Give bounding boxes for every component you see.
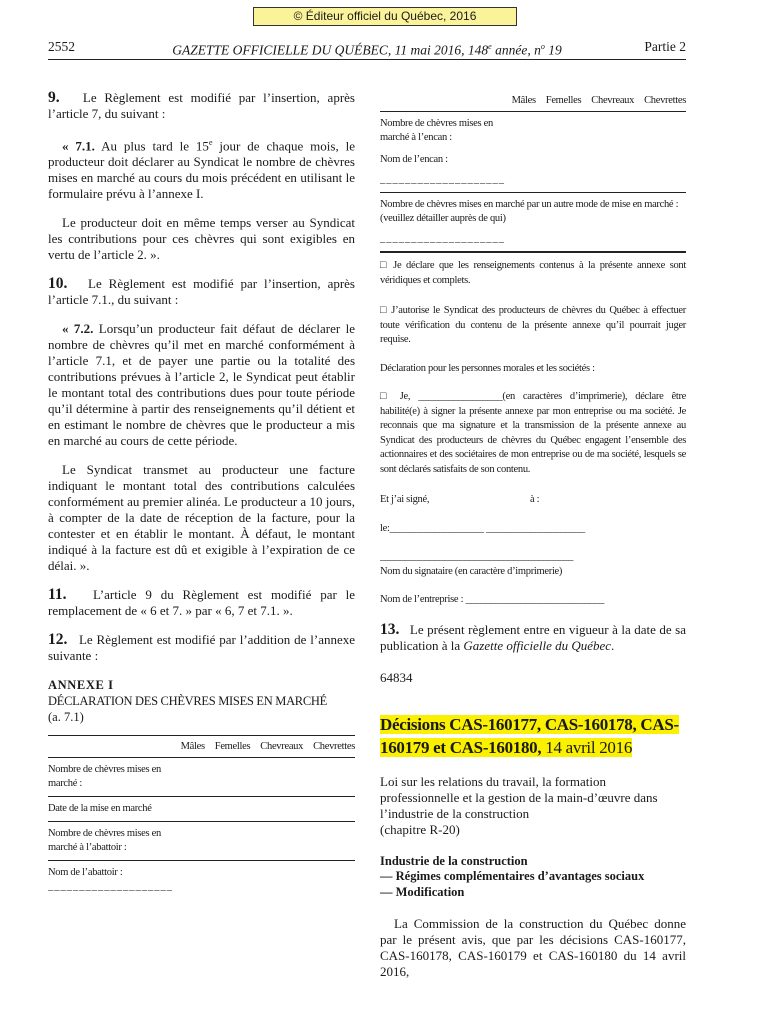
article-7-1-para2: Le producteur doit en même temps verser au Syndicat les contributions pour ces chèvres qui sont exigibles en vertu de l’article 2. ». bbox=[48, 215, 355, 263]
article-10: 10. Le Règlement est modifié par l’insertion, après l’article 7.1., du suivant : bbox=[48, 275, 355, 308]
notice-heading bbox=[380, 714, 686, 760]
article-9: 9. Le Règlement est modifié par l’insertion, après l’article 7, du suivant : bbox=[48, 89, 355, 121]
law-chapter: (chapitre R-20) bbox=[380, 821, 460, 837]
article-13: 13. Le présent règlement entre en vigueur à la date de sa publication à la Gazette officielle du Québec. bbox=[380, 620, 687, 653]
signed-at: Et j’ai signé, à : bbox=[380, 494, 540, 505]
partie-label: Partie 2 bbox=[644, 39, 686, 54]
right-column bbox=[380, 90, 686, 980]
final-paragraph: La Commission de la construction du Québec donne par le présent avis, que par les décisions CAS-160177, CAS-160178, CAS-160179 et CAS-160180 du 14 avril 2016, bbox=[380, 916, 686, 979]
form-row-date: Date de la mise en marché bbox=[48, 797, 355, 822]
col-chevrettes: Chevrettes bbox=[644, 95, 686, 106]
col-males: Mâles bbox=[180, 741, 205, 753]
col-chevreaux: Chevreaux bbox=[260, 741, 304, 753]
form-row-other: Nombre de chèvres mises en marché par un autre mode de mise en marché : (veuillez détailler auprès de qui) ____________________ bbox=[380, 192, 686, 252]
col-chevrettes: Chevrettes bbox=[313, 741, 355, 753]
form-row-auction: Nombre de chèvres mises en marché à l’encan : Nom de l’encan : ____________________ bbox=[380, 118, 505, 185]
running-head bbox=[48, 38, 686, 58]
notice-title: Décisions CAS-160177, CAS-160178, CAS-160179 et CAS-160180, 14 avril 2016 bbox=[380, 714, 679, 757]
gazette-title: GAZETTE OFFICIELLE DU QUÉBEC, 11 mai 2016, 148e année, $n^o$ 19 bbox=[172, 42, 562, 58]
signatory-name-label: Nom du signataire (en caractère d’imprimerie) bbox=[380, 565, 563, 577]
signature-line: _______________________________________ bbox=[380, 551, 574, 562]
form-header-continued bbox=[380, 90, 686, 112]
company-line: Nom de l’entreprise : ____________________________ bbox=[380, 594, 605, 605]
declaration-authorize: □ J’autorise le Syndicat des producteurs de chèvres du Québec à effectuer toute vérification du contenu de la présente annexe qu’il pourrait juger requise. bbox=[380, 305, 686, 345]
page-number: 2552 bbox=[48, 39, 75, 54]
form-row-sold: Nombre de chèvres mises en marché : bbox=[48, 758, 355, 797]
article-7-2: « 7.2. Lorsqu’un producteur fait défaut de déclarer le nombre de chèvres qu’il met en marché conformément à l’article 7.1, et de payer une partie ou la totalité des contributions prévues à l’article 2, le Syndicat peut établir le montant total des contributions dues pour toute période qu’il détermine à partir des renseignements qu’il détient et en estimant le nombre de chèvres que le producteur a mis en marché au cours de cette période. bbox=[48, 321, 355, 449]
left-column bbox=[48, 90, 355, 899]
annex-heading: ANNEXE I DÉCLARATION DES CHÈVRES MISES EN MARCHÉ (a. 7.1) bbox=[48, 678, 327, 725]
declaration-companies: Déclaration pour les personnes morales et les sociétés : bbox=[380, 362, 595, 374]
col-chevreaux: Chevreaux bbox=[591, 95, 635, 106]
document-number: 64834 bbox=[380, 669, 413, 685]
col-males: Mâles bbox=[511, 95, 536, 106]
form-row-slaughterhouse: Nom de l’abattoir : ____________________ bbox=[48, 861, 355, 899]
industry-heading: Industrie de la construction — Régimes complémentaires d’avantages sociaux — Modification bbox=[380, 853, 645, 899]
law-title: Loi sur les relations du travail, la formation professionnelle et la gestion de la main-d’œuvre dans l’industrie de la construction bbox=[380, 773, 658, 821]
blank-line: ____________________ bbox=[48, 881, 173, 893]
article-12: 12. Le Règlement est modifié par l’addition de l’annexe suivante : bbox=[48, 631, 356, 664]
declaration-truthful: □ Je déclare que les renseignements contenus à la présente annexe sont véridiques et complets. bbox=[380, 260, 686, 286]
article-7-1: « 7.1. Au plus tard le 15e jour de chaque mois, le producteur doit déclarer au Syndicat le nombre de chèvres mises en marché au cours du mois précédent en utilisant le formulaire prévu à l’annexe I. bbox=[48, 138, 356, 202]
col-femelles: Femelles bbox=[214, 741, 251, 753]
col-femelles: Femelles bbox=[545, 95, 582, 106]
copyright-banner: © Éditeur officiel du Québec, 2016 bbox=[253, 7, 517, 26]
declaration-signatory: □ Je, _________________(en caractères d’imprimerie), déclare être habilité(e) à signer la présente annexe par mon entreprise ou ma société. Je reconnais que ma signature et la transmission de la présente annexe au Syndicat des producteurs de chèvres du Québec engagent l’ensemble des actionnaires et des sociétaires de mon entreprise ou de ma société, lesquels se sont déclarés satisfaits de son contenu. bbox=[380, 391, 686, 475]
article-11: 11. L’article 9 du Règlement est modifié par le remplacement de « 6 et 7. » par « 6, 7 et 7.1. ». bbox=[48, 586, 356, 619]
form-row-slaughter: Nombre de chèvres mises en marché à l’abattoir : bbox=[48, 822, 355, 861]
date-line: le:___________________ ____________________ bbox=[380, 522, 585, 534]
header-rule bbox=[48, 59, 686, 60]
article-7-2-para2: Le Syndicat transmet au producteur une facture indiquant le montant total des contributions calculées conformément au premier alinéa. Le producteur a 10 jours, à compter de la date de réception de la facture, pour la contester et en établir le montant. À défaut, le montant indiqué à la facture est dû et exigible à l’expiration de ce délai. ». bbox=[48, 462, 355, 574]
annex-form-header bbox=[48, 735, 355, 758]
